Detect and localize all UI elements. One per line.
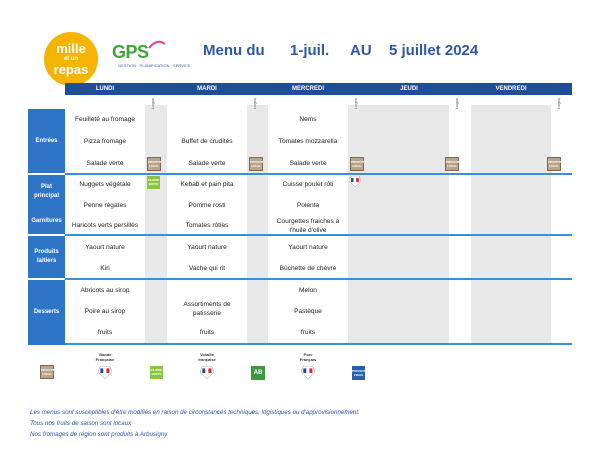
footnote-menus: Les menus sont susceptibles d'être modifiés en raison de circonstances techniques, logistiques ou d'approvisionnement. — [30, 409, 360, 416]
col-lundi-logos — [145, 105, 167, 345]
dish-mercredi-dessert-3: fruits — [300, 329, 316, 337]
volaille-francaise-icon — [349, 176, 361, 187]
legend-volaille-caption — [194, 352, 220, 362]
dish-lundi-dessert-2: Poire au sirop — [84, 308, 126, 316]
dish-mercredi-entree-3: Salade verte — [289, 160, 327, 168]
dish-mardi-entree-2: Salade verte — [188, 160, 226, 168]
dish-mardi-dessert-1: Assortiments de patisserie — [183, 300, 231, 317]
day-header-mardi: MARDI — [167, 83, 247, 95]
badge-text: PRODUIT — [41, 368, 55, 372]
dish-mercredi-laitier-2: Bûchette de chèvre — [279, 265, 337, 273]
dish-lundi-garniture-2: Haricots verts persillés — [71, 222, 139, 230]
dish-mercredi-dessert-2: Pastèque — [294, 308, 322, 316]
badge-text: PRODUIT — [446, 160, 460, 164]
day-header-lundi: LUNDI — [65, 83, 145, 95]
day-header-vendredi: VENDREDI — [471, 83, 551, 95]
dish-lundi-entree-1: Feuilleté au fromage — [74, 116, 136, 124]
produit-local-icon — [249, 157, 263, 171]
mille-et-un-repas-logo — [44, 32, 98, 86]
dish-mardi-garniture-1: Pomme rosti — [188, 202, 226, 210]
dish-mardi-entree-1: Buffet de crudités — [181, 138, 233, 146]
dish-mercredi-entree-2: Tomates mozzarella — [278, 138, 338, 146]
logos-label: Logos — [454, 98, 459, 109]
badge-text: LOCAL — [446, 164, 458, 168]
produit-local-icon — [547, 157, 561, 171]
viande-francaise-icon — [98, 366, 112, 379]
badge-text: LOCAL — [148, 164, 160, 168]
gps-swoosh-icon — [148, 40, 166, 50]
day-header-jeudi: JEUDI — [369, 83, 449, 95]
category-produits-laitiers — [28, 236, 65, 278]
col-mardi-logos — [247, 105, 268, 345]
col-jeudi — [369, 105, 449, 345]
badge-text: LOCAL — [41, 372, 53, 376]
gps-logo-tagline: GESTION · PLANIFICATION · SERVICE — [118, 63, 191, 68]
logo-text-3: repas — [53, 62, 89, 77]
title-start-date: 1-juil. — [290, 42, 330, 59]
logos-label: Logos — [556, 98, 561, 109]
agriculture-bio-icon: AB — [251, 366, 265, 380]
dish-lundi-laitier-2: Kiri — [100, 265, 110, 273]
row-separator — [65, 173, 572, 175]
dish-mardi-laitier-2: Vache qui rit — [188, 265, 226, 273]
dish-mercredi-garniture-1: Polenta — [296, 202, 320, 210]
col-jeudi-logos — [446, 105, 471, 345]
title-menu: Menu du — [203, 42, 265, 59]
badge-text: FILIÈRE — [150, 368, 163, 372]
volaille-francaise-icon — [200, 366, 214, 379]
category-plat-garnitures — [28, 175, 65, 234]
badge-text: FRAIS — [354, 373, 363, 377]
legend-text: Français — [299, 357, 317, 362]
col-vendredi-logos — [548, 105, 572, 345]
logos-label: Logos — [150, 98, 155, 109]
produit-local-icon — [350, 157, 364, 171]
category-label: Garnitures — [31, 218, 62, 224]
title-end-date: 5 juillet 2024 — [389, 42, 479, 59]
poisson-frais-icon — [352, 366, 365, 380]
badge-text: FILIÈRE — [147, 178, 160, 182]
legend-viande-caption — [92, 352, 118, 362]
menu-table — [28, 83, 572, 345]
badge-text: VERTE — [151, 372, 162, 376]
dish-lundi-garniture-1: Penne régates — [83, 202, 127, 210]
badge-text: LOCAL — [548, 164, 560, 168]
row-separator — [65, 343, 572, 345]
dish-lundi-entree-2: Pizza fromage — [83, 138, 127, 146]
dish-lundi-laitier-1: Yaourt nature — [85, 244, 125, 252]
logo-text-2: et un — [63, 56, 79, 62]
produit-local-icon — [147, 157, 161, 171]
legend-text: Porc — [303, 352, 313, 357]
legend-text: Volaille — [200, 352, 214, 357]
dish-lundi-dessert-1: Abricots au sirop — [80, 287, 130, 295]
badge-text: PRODUIT — [148, 160, 162, 164]
dish-mercredi-laitier-1: Yaourt nature — [288, 244, 328, 252]
filiere-verte-icon — [147, 176, 160, 189]
category-label: Desserts — [33, 309, 60, 315]
badge-text: PRODUIT — [250, 160, 264, 164]
badge-text: LOCAL — [351, 164, 363, 168]
legend-produit-local-icon — [40, 365, 54, 379]
badge-text: VERTE — [148, 182, 159, 186]
legend-porc-caption — [295, 352, 321, 362]
category-label: Produits laitiers — [34, 249, 59, 264]
category-entrees — [28, 109, 65, 173]
dish-lundi-dessert-3: fruits — [97, 329, 113, 337]
logo-text-1: mille — [56, 41, 86, 56]
dish-mercredi-plat: Cuisse poulet rôti — [282, 181, 334, 189]
dish-mercredi-dessert-1: Melon — [299, 287, 317, 295]
day-header-mercredi: MERCREDI — [268, 83, 348, 95]
porc-francais-icon — [301, 366, 315, 379]
dish-mercredi-garniture-2: Courgettes fraiches à l'huile d'olive — [276, 217, 340, 234]
category-label: Plat principal — [33, 184, 59, 199]
title-au: AU — [350, 42, 372, 59]
footnote-fromages: Nos fromages de région sont produits à Arbusigny — [30, 431, 168, 438]
dish-lundi-entree-3: Salade verte — [86, 160, 124, 168]
legend-filiere-verte-icon — [150, 366, 163, 379]
category-desserts — [28, 280, 65, 345]
legend-text: française — [198, 357, 216, 362]
dish-mardi-plat: Kebab et pain pita — [180, 181, 234, 189]
row-separator — [65, 278, 572, 280]
gps-logo-text: GPS — [112, 42, 149, 62]
footnote-fruits: Tous nos fruits de saison sont locaux — [30, 420, 132, 427]
badge-text: PRODUIT — [548, 160, 562, 164]
badge-text: LOCAL — [250, 164, 262, 168]
dish-mardi-laitier-1: Yaourt nature — [187, 244, 227, 252]
col-vendredi — [471, 105, 551, 345]
logos-label: Logos — [353, 98, 358, 109]
dish-mardi-dessert-2: fruits — [199, 329, 215, 337]
badge-text: POISSON — [352, 369, 366, 373]
logos-label: Logos — [252, 98, 257, 109]
legend-text: Viande — [98, 352, 112, 357]
gps-logo — [112, 40, 191, 70]
badge-text: PRODUIT — [351, 160, 365, 164]
dish-mercredi-entree-1: Nems — [299, 116, 317, 124]
dish-lundi-plat: Nuggets végétale — [79, 181, 131, 189]
dish-mardi-garniture-2: Tomates rôties — [185, 222, 229, 230]
produit-local-icon — [445, 157, 459, 171]
category-label: Entrées — [35, 137, 58, 144]
col-mercredi-logos — [348, 105, 369, 345]
legend-text: Française — [95, 357, 115, 362]
